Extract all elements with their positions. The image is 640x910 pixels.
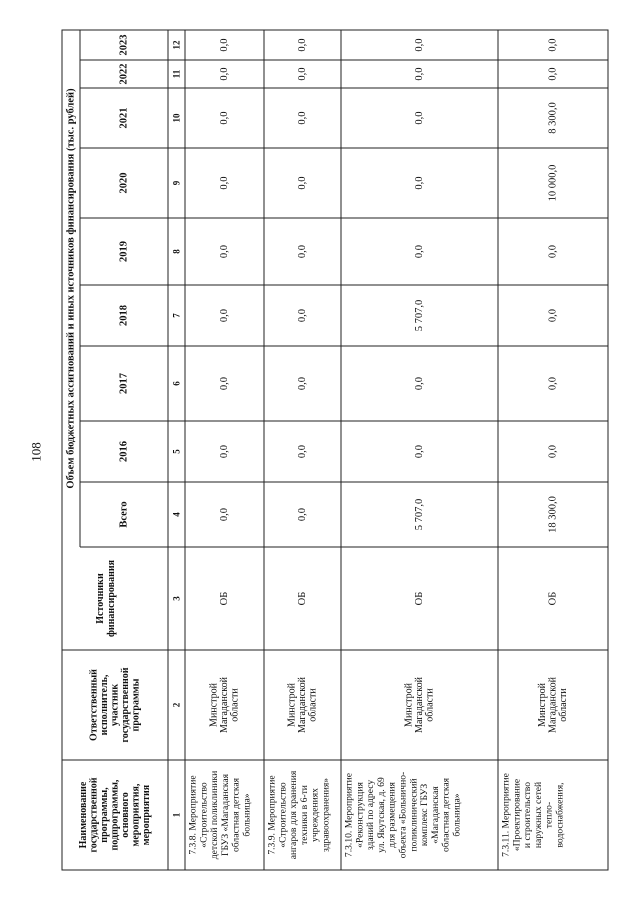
year-header-2022: 2022 <box>118 63 130 85</box>
row-executor-line: области <box>229 688 241 722</box>
col-name-header-line: мероприятия <box>141 784 152 846</box>
row-value: 0,0 <box>547 308 559 323</box>
row-value: 0,0 <box>414 444 425 459</box>
row-value: 0,0 <box>219 176 230 190</box>
row-value: 0,0 <box>219 444 230 459</box>
row-name-line: детской поликлиники <box>209 770 221 860</box>
col-exec-header-line: государственной <box>120 667 131 743</box>
row-name-line: объекта «Больнично- <box>397 771 409 859</box>
row-name-line: учреждениях <box>309 788 321 842</box>
row-source: ОБ <box>414 591 425 606</box>
row-value: 0,0 <box>297 244 308 259</box>
col-number: 4 <box>171 512 182 517</box>
col-exec-header-line: исполнитель, <box>99 674 110 736</box>
col-name-header-line: основного <box>120 792 131 838</box>
row-name-line: больница» <box>241 793 253 837</box>
row-value: 5 707,0 <box>414 299 425 332</box>
funding-header: Объем бюджетных ассигнований и иных источников финансирования (тыс. рублей) <box>65 88 77 489</box>
row-value: 0,0 <box>414 176 425 190</box>
col-number: 6 <box>171 381 182 386</box>
row-name-line: поликлинический <box>408 778 420 852</box>
row-value: 0,0 <box>219 244 230 259</box>
row-executor-line: Минстрой <box>403 683 415 727</box>
row-name-line: «Проектирование <box>511 778 523 852</box>
row-name-line: водоснабжения, <box>554 782 566 848</box>
col-exec-header-line: Ответственный <box>88 669 100 741</box>
row-executor-line: Минстрой <box>208 683 220 727</box>
row-value: 0,0 <box>547 38 559 52</box>
col-number: 8 <box>171 249 182 254</box>
row-value: 0,0 <box>547 444 559 459</box>
row-value: 0,0 <box>414 244 425 259</box>
col-name-header-line: Наименование <box>78 781 89 849</box>
row-name-line: для размещения <box>386 782 398 848</box>
row-value: 0,0 <box>219 38 230 52</box>
col-name-header-line: подпрограммы, <box>109 779 121 851</box>
row-value: 0,0 <box>219 67 230 81</box>
row-name-line: ангаров для хранения <box>288 770 300 860</box>
row-name-line: «Строительство <box>198 782 210 848</box>
col-source-header-line: финансирования <box>106 559 117 638</box>
row-name-line: областная детская <box>230 777 242 853</box>
row-source: ОБ <box>219 591 230 606</box>
row-name-line: тепло- <box>543 801 555 829</box>
col-number: 9 <box>171 180 182 186</box>
col-name-header-line: государственной <box>88 777 100 853</box>
row-value: 0,0 <box>219 111 230 125</box>
col-number: 7 <box>171 313 182 318</box>
row-executor-line: Минстрой <box>537 683 548 727</box>
col-name-header-line: программы, <box>99 787 110 843</box>
row-executor-line: Магаданской <box>297 677 308 733</box>
col-number: 3 <box>171 596 182 601</box>
row-value: 0,0 <box>297 376 308 391</box>
col-number: 10 <box>171 113 182 123</box>
row-executor-line: области <box>307 688 319 722</box>
row-name-line: комплекс ГБУЗ <box>419 783 431 847</box>
row-name-line: 7.3.11. Мероприятие <box>500 773 512 857</box>
year-header-2021: 2021 <box>118 107 130 129</box>
year-header-2017: 2017 <box>118 373 130 394</box>
row-name-line: ул. Якутская, д. 69 <box>375 777 387 853</box>
col-source-header-line: Источники <box>95 573 106 624</box>
row-name-line: техники в 6-ти <box>298 785 310 845</box>
row-value: 0,0 <box>297 444 308 459</box>
row-name-line: «Реконструкция <box>354 782 366 848</box>
row-executor-line: Магаданской <box>219 677 230 733</box>
row-name-line: больница» <box>451 793 463 837</box>
row-value: 10 000,0 <box>547 164 559 202</box>
row-value: 0,0 <box>547 67 559 81</box>
row-executor-line: Магаданской <box>547 677 559 733</box>
row-executor-line: области <box>424 688 436 722</box>
row-value: 0,0 <box>414 376 425 391</box>
col-total-header: Всего <box>118 501 130 528</box>
row-value: 8 300,0 <box>547 102 559 134</box>
row-value: 0,0 <box>547 244 559 259</box>
row-name-line: здравоохранения» <box>320 777 332 853</box>
row-total: 5 707,0 <box>414 498 425 531</box>
year-header-2018: 2018 <box>118 305 130 326</box>
row-name-line: «Строительство <box>277 782 289 848</box>
row-executor-line: Минстрой <box>286 683 298 727</box>
row-name-line: и строительство <box>522 781 534 849</box>
col-number: 2 <box>171 702 182 708</box>
col-number: 5 <box>171 449 182 454</box>
row-name-line: ГБУЗ «Магаданская <box>219 773 231 857</box>
row-value: 0,0 <box>297 67 308 81</box>
page-number: 108 <box>28 442 44 462</box>
col-exec-header-line: участник <box>109 683 121 727</box>
year-header-2016: 2016 <box>118 441 130 462</box>
row-source: ОБ <box>547 591 559 606</box>
year-header-2019: 2019 <box>118 241 130 262</box>
row-name-line: 7.3.8. Мероприятие <box>187 775 199 855</box>
row-name-line: «Магаданская <box>429 786 441 844</box>
col-number: 1 <box>171 812 182 818</box>
row-value: 0,0 <box>414 67 425 81</box>
year-header-2023: 2023 <box>118 34 130 56</box>
row-value: 0,0 <box>219 308 230 323</box>
row-name-line: зданий по адресу <box>365 779 377 851</box>
row-name-line: наружных сетей <box>532 781 544 849</box>
row-value: 0,0 <box>414 38 425 52</box>
year-header-2020: 2020 <box>118 172 130 194</box>
col-number: 11 <box>171 69 182 79</box>
row-executor-line: области <box>558 688 569 722</box>
table-grid <box>62 30 608 870</box>
row-value: 0,0 <box>297 308 308 323</box>
row-value: 0,0 <box>547 376 559 391</box>
row-name-line: 7.3.10. Мероприятие <box>343 772 355 858</box>
row-total: 0,0 <box>219 507 230 522</box>
col-number: 12 <box>171 40 182 50</box>
row-source: ОБ <box>297 591 308 606</box>
row-executor-line: Магаданской <box>414 677 425 733</box>
row-value: 0,0 <box>219 376 230 391</box>
row-value: 0,0 <box>297 176 308 190</box>
col-name-header-line: мероприятия, <box>130 783 142 847</box>
row-value: 0,0 <box>414 111 425 125</box>
row-value: 0,0 <box>297 111 308 125</box>
col-exec-header-line: программы <box>130 678 142 732</box>
row-total: 0,0 <box>297 507 308 522</box>
row-name-line: 7.3.9. Мероприятие <box>266 775 278 855</box>
row-value: 0,0 <box>297 38 308 52</box>
row-name-line: областная детская <box>440 777 452 853</box>
row-total: 18 300,0 <box>547 496 559 533</box>
